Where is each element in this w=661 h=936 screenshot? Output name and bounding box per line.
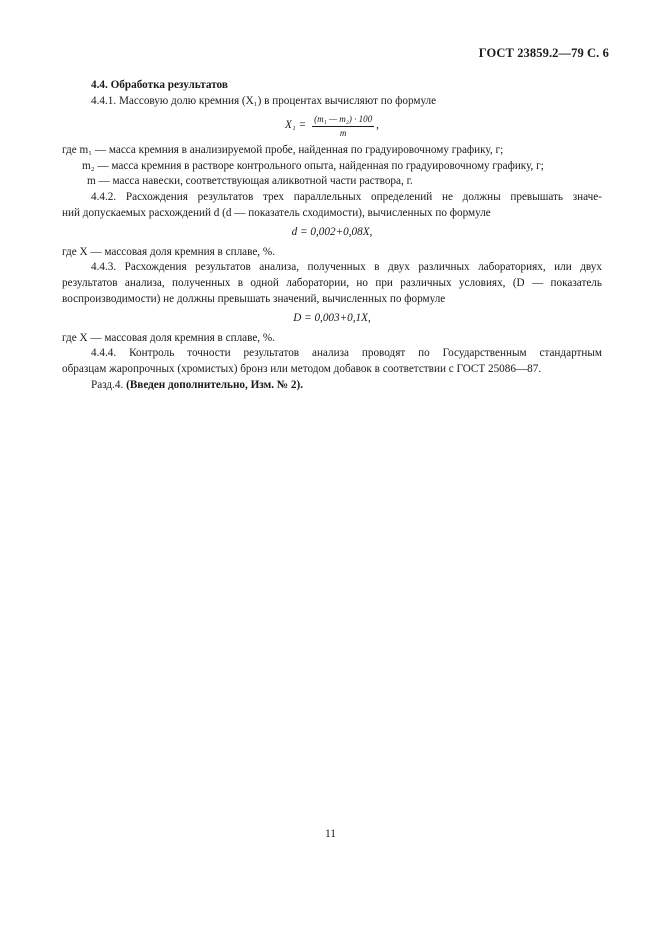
paragraph-4-4-1: 4.4.1. Массовую долю кремния (X₁) в процентах вычисляют по формуле	[91, 94, 437, 107]
paragraph-4-4-3-line3: воспроизводимости) не должны превышать значений, вычисленных по формуле	[62, 292, 446, 305]
where-m2: m₂ — масса кремния в растворе контрольного опыта, найденная по градуировочному графику, г;	[82, 159, 544, 172]
paragraph-4-4-3-line1: 4.4.3. Расхождения результатов анализа, полученных в двух различных лабораториях, или двух	[91, 261, 602, 274]
paragraph-4-4-2-line1: 4.4.2. Расхождения результатов трех параллельных определений не должны превышать значе-	[91, 190, 602, 203]
where-m: m — масса навески, соответствующая аликвотной части раствора, г.	[87, 175, 413, 188]
where-x-1: где X — массовая доля кремния в сплаве, %.	[62, 245, 276, 258]
paragraph-4-4-4-line1: 4.4.4. Контроль точности результатов анализа проводят по Государственным стандартным	[91, 347, 602, 360]
page-number: 11	[324, 828, 337, 840]
paragraph-4-4-4-line2: образцам жаропрочных (хромистых) бронз или методом добавок в соответствии с ГОСТ 25086—87.	[62, 362, 542, 375]
where-m1: где m₁ — масса кремния в анализируемой пробе, найденная по градуировочному графику, г;	[62, 144, 504, 157]
formula-x1-tail: ,	[376, 119, 379, 132]
formula-D: D = 0,003+0,1X,	[293, 312, 371, 325]
formula-x1-denominator: m	[339, 128, 347, 139]
document-body	[62, 78, 602, 393]
formula-x1-numerator: (m₁ — m₂) · 100	[312, 113, 374, 127]
formula-x1	[62, 113, 602, 139]
paragraph-4-4-2-line2: ний допускаемых расхождений d (d — показатель сходимости), вычисленных по формуле	[62, 206, 491, 219]
formula-x1-lhs: X₁ =	[285, 119, 307, 132]
paragraph-4-4-3-line2: результатов анализа, полученных в одной лаборатории, но при различных условиях, (D — показатель	[62, 276, 602, 289]
section-amendment-note	[62, 378, 602, 394]
formula-x1-fraction	[312, 113, 374, 139]
amendment-text: (Введен дополнительно, Изм. № 2).	[126, 378, 304, 391]
amendment-prefix: Разд.4.	[91, 378, 124, 391]
where-x-2: где X — массовая доля кремния в сплаве, %.	[62, 331, 276, 344]
formula-d: d = 0,002+0,08X,	[291, 226, 373, 239]
document-header: ГОСТ 23859.2—79 С. 6	[478, 46, 609, 60]
section-heading: 4.4. Обработка результатов	[91, 79, 228, 91]
